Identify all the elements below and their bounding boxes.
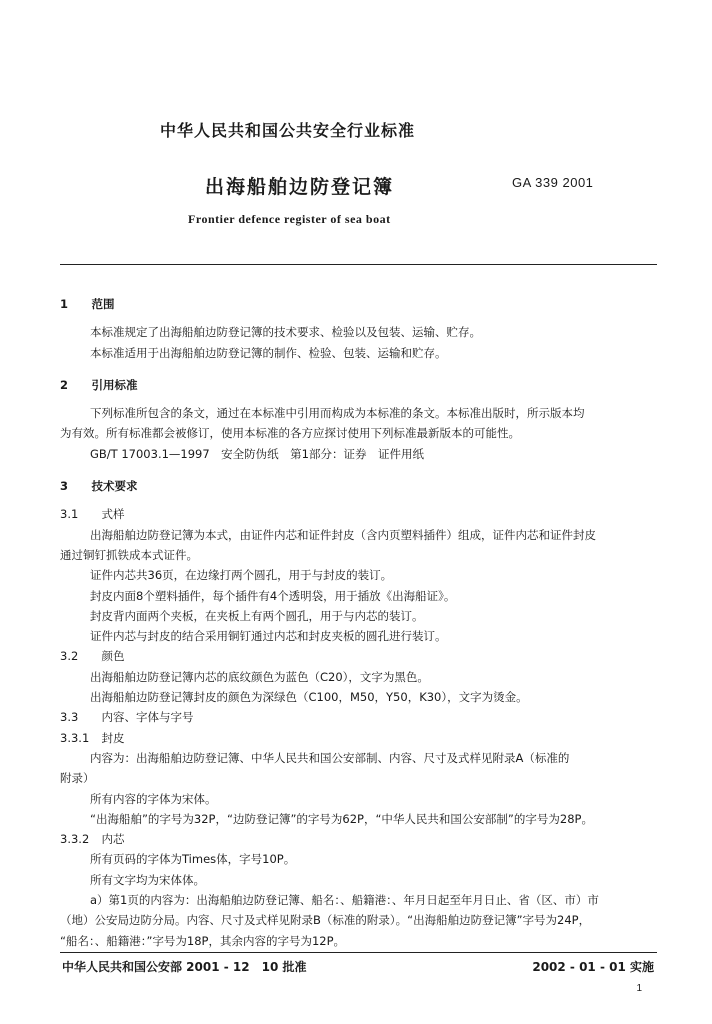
- subsection-number: 3.3.1: [60, 730, 90, 745]
- footer-divider: [60, 952, 657, 953]
- subsection-3-3-2-heading: [60, 829, 657, 849]
- paragraph-continuation: 通过铜钉抓铁成本式证件。: [60, 547, 198, 562]
- paragraph: 所有内容的字体为宋体。: [90, 791, 217, 806]
- paragraph: 证件内芯共36页，在边缘打两个圆孔，用于与封皮的装订。: [90, 568, 393, 583]
- section-3-heading: [60, 476, 657, 496]
- section-2-heading: [60, 375, 657, 395]
- implementation-date: 2002 - 01 - 01 实施: [532, 960, 654, 974]
- paragraph: 出海船舶边防登记簿封皮的颜色为深绿色（C100，M50，Y50，K30），文字为烫金。: [90, 690, 528, 705]
- paragraph: 证件内芯与封皮的结合采用铜钉通过内芯和封皮夹板的圆孔进行装订。: [90, 629, 447, 644]
- page-number: 1: [636, 983, 642, 994]
- header-divider: [60, 264, 657, 265]
- section-number: 1: [60, 297, 69, 311]
- section-title: 范围: [91, 297, 115, 311]
- subsection-title: 式样: [101, 507, 125, 522]
- list-item: a）第1页的内容为：出海船舶边防登记簿、船名：、船籍港：、年月日起至年月日止、省（区、市）市: [90, 893, 599, 908]
- subsection-title: 内芯: [101, 832, 125, 847]
- document-body: [60, 290, 657, 951]
- paragraph: 本标准规定了出海船舶边防登记簿的技术要求、检验以及包装、运输、贮存。: [90, 325, 481, 340]
- subsection-number: 3.3.2: [60, 832, 90, 847]
- paragraph-continuation: 附录）: [60, 771, 95, 786]
- paragraph: 所有文字均为宋体体。: [90, 872, 205, 887]
- standard-category: 中华人民共和国公共安全行业标准: [160, 121, 416, 140]
- approval-info: 中华人民共和国公安部 2001 - 12 10 批准: [62, 960, 307, 974]
- paragraph-continuation: “船名：、船籍港：”字号为18P，其余内容的字号为12P。: [60, 933, 346, 948]
- section-number: 2: [60, 377, 69, 392]
- subsection-3-1-heading: [60, 504, 657, 524]
- section-1-heading: [60, 294, 657, 314]
- section-number: 3: [60, 479, 69, 494]
- subsection-number: 3.1: [60, 507, 79, 522]
- paragraph: 本标准适用于出海船舶边防登记簿的制作、检验、包装、运输和贮存。: [90, 345, 447, 360]
- subsection-number: 3.2: [60, 649, 79, 664]
- subsection-3-3-1-heading: [60, 728, 657, 748]
- subsection-3-3-heading: [60, 707, 657, 727]
- section-title: 技术要求: [91, 479, 138, 494]
- paragraph: 封皮内面8个塑料插件，每个插件有4个透明袋，用于插放《出海船证》。: [90, 588, 456, 603]
- subsection-title: 内容、字体与字号: [101, 710, 194, 725]
- paragraph-continuation: 为有效。所有标准都会被修订，使用本标准的各方应探讨使用下列标准最新版本的可能性。: [60, 426, 520, 441]
- paragraph: 下列标准所包含的条文，通过在本标准中引用而构成为本标准的条文。本标准出版时，所示版本均: [90, 406, 585, 421]
- paragraph: 封皮背内面两个夹板，在夹板上有两个圆孔，用于与内芯的装订。: [90, 608, 424, 623]
- subsection-3-2-heading: [60, 646, 657, 666]
- paragraph: 出海船舶边防登记簿为本式，由证件内芯和证件封皮（含内页塑料插件）组成，证件内芯和证件封皮: [90, 527, 596, 542]
- subsection-number: 3.3: [60, 710, 79, 725]
- standard-code: GA 339 2001: [512, 175, 594, 190]
- section-title: 引用标准: [91, 377, 138, 392]
- paragraph-continuation: （地）公安局边防分局。内容、尺寸及式样见附录B（标准的附录）。“出海船舶边防登记簿”字号为24P，: [60, 913, 591, 928]
- paragraph: 内容为：出海船舶边防登记簿、中华人民共和国公安部制、内容、尺寸及式样见附录A（标准的: [90, 750, 570, 765]
- subsection-title: 颜色: [101, 649, 125, 664]
- paragraph: 出海船舶边防登记簿内芯的底纹颜色为蓝色（C20），文字为黑色。: [90, 669, 429, 684]
- paragraph: 所有页码的字体为Times体，字号10P。: [90, 852, 296, 867]
- document-title-en: Frontier defence register of sea boat: [188, 212, 391, 226]
- document-title-cn: 出海船舶边防登记簿: [205, 176, 395, 198]
- reference-entry: GB/T 17003.1—1997 安全防伪纸 第1部分：证券 证件用纸: [90, 446, 424, 461]
- subsection-title: 封皮: [101, 730, 125, 745]
- paragraph: “出海船舶”的字号为32P，“边防登记簿”的字号为62P，“中华人民共和国公安部制”的字号为28P。: [90, 811, 593, 826]
